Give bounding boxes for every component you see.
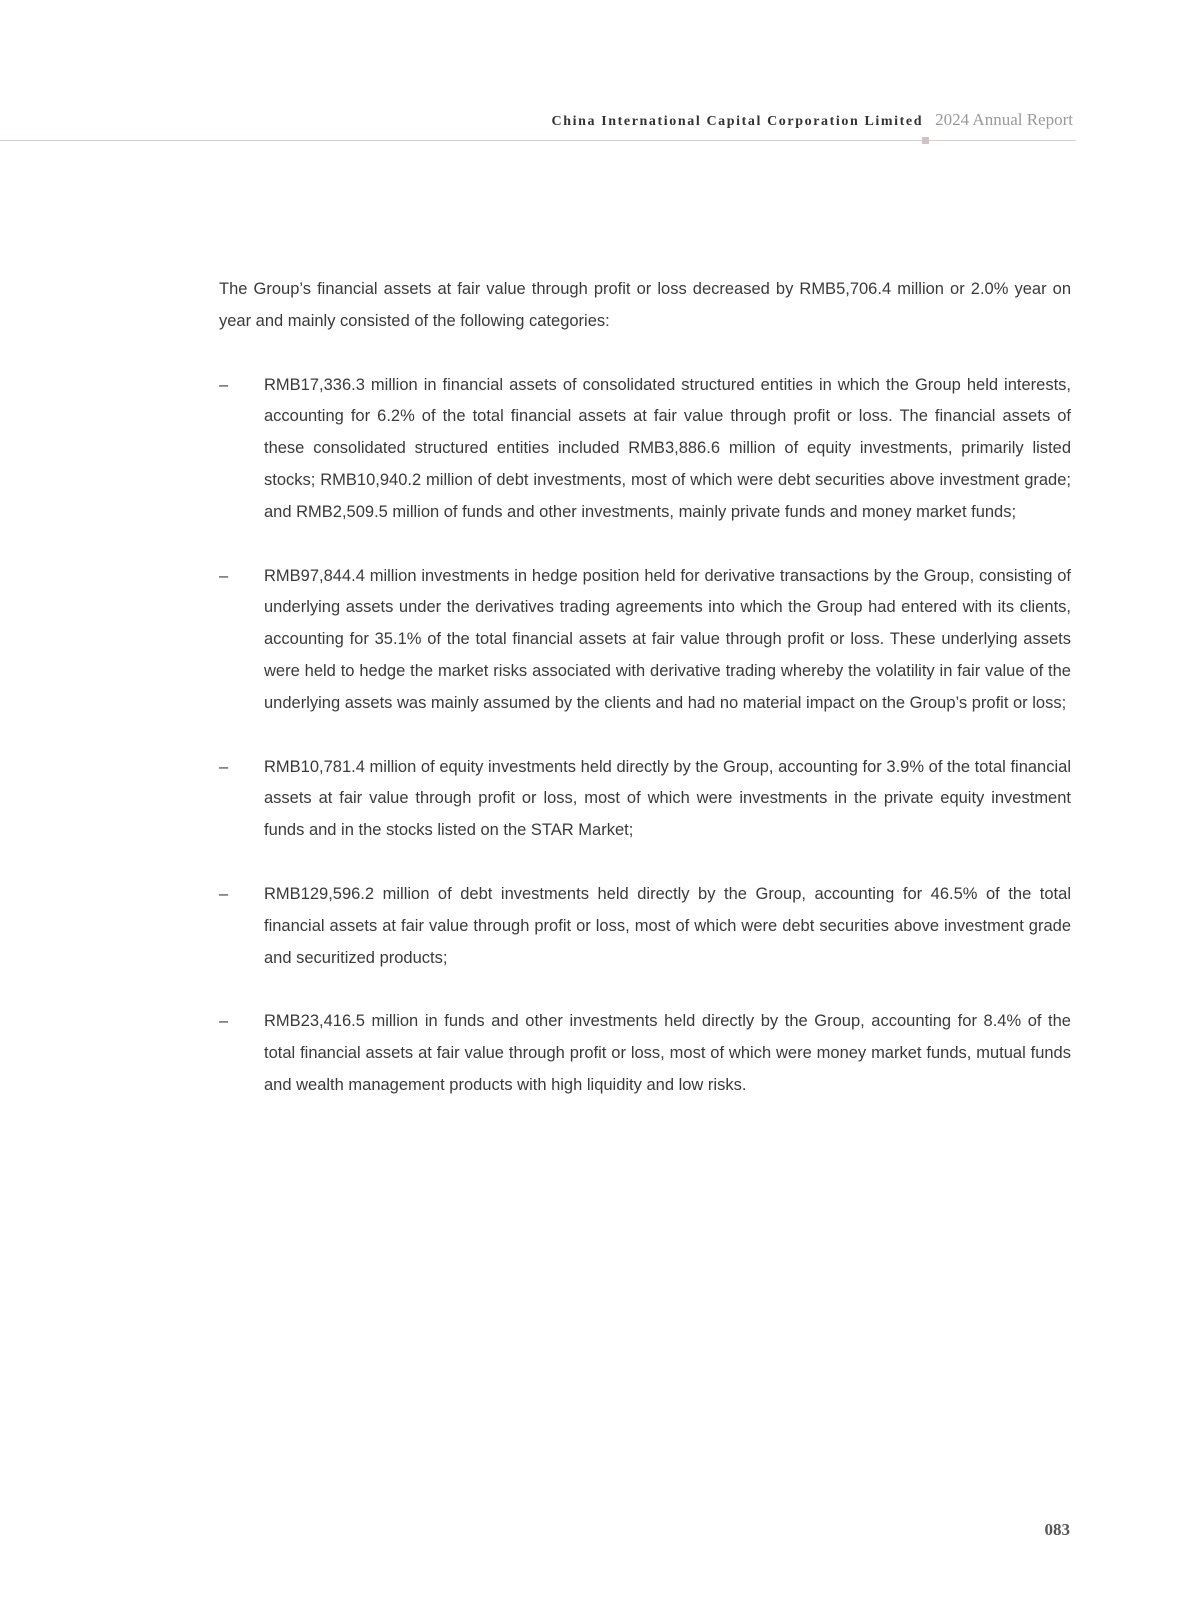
company-name: China International Capital Corporation Limited	[551, 114, 924, 129]
header-divider	[0, 140, 1076, 141]
list-item	[219, 752, 1071, 847]
list-item	[219, 370, 1071, 529]
bullet-dash: –	[219, 375, 229, 394]
page-header	[552, 110, 1073, 130]
page-number: 083	[1044, 1520, 1070, 1539]
list-item-text: RMB17,336.3 million in financial assets of consolidated structured entities in which the Group held interests, accounting for 6.2% of the total financial assets at fair value through profit or loss. The financial assets of these consolidated structured entities included RMB3,886.6 million of equity investments, primarily listed stocks; RMB10,940.2 million of debt investments, most of which were debt securities above investment grade; and RMB2,509.5 million of funds and other investments, mainly private funds and money market funds;	[264, 375, 1071, 521]
body-text	[219, 274, 1071, 1134]
list-item-text: RMB10,781.4 million of equity investments held directly by the Group, accounting for 3.9% of the total financial assets at fair value through profit or loss, most of which were investments in the private equity investment funds and in the stocks listed on the STAR Market;	[264, 757, 1071, 840]
bullet-dash: –	[219, 757, 229, 776]
bullet-dash: –	[219, 566, 229, 585]
list-item-text: RMB129,596.2 million of debt investments held directly by the Group, accounting for 46.5% of the total financial assets at fair value through profit or loss, most of which were debt securities above investment grade and securitized products;	[264, 884, 1071, 967]
list-item	[219, 879, 1071, 974]
list-item-text: RMB97,844.4 million investments in hedge position held for derivative transactions by the Group, consisting of underlying assets under the derivatives trading agreements into which the Group had entered with its clients, accounting for 35.1% of the total financial assets at fair value through profit or loss. These underlying assets were held to hedge the market risks associated with derivative trading whereby the volatility in fair value of the underlying assets was mainly assumed by the clients and had no material impact on the Group’s profit or loss;	[264, 566, 1071, 712]
header-marker	[922, 137, 929, 144]
bullet-dash: –	[219, 884, 229, 903]
bullet-dash: –	[219, 1012, 229, 1031]
list-item	[219, 1006, 1071, 1101]
list-item	[219, 561, 1071, 720]
report-title: 2024 Annual Report	[935, 110, 1073, 129]
list-item-text: RMB23,416.5 million in funds and other investments held directly by the Group, accounting for 8.4% of the total financial assets at fair value through profit or loss, most of which were money market funds, mutual funds and wealth management products with high liquidity and low risks.	[264, 1012, 1071, 1094]
intro-paragraph: The Group’s financial assets at fair value through profit or loss decreased by RMB5,706.4 million or 2.0% year on year and mainly consisted of the following categories:	[219, 280, 1071, 330]
